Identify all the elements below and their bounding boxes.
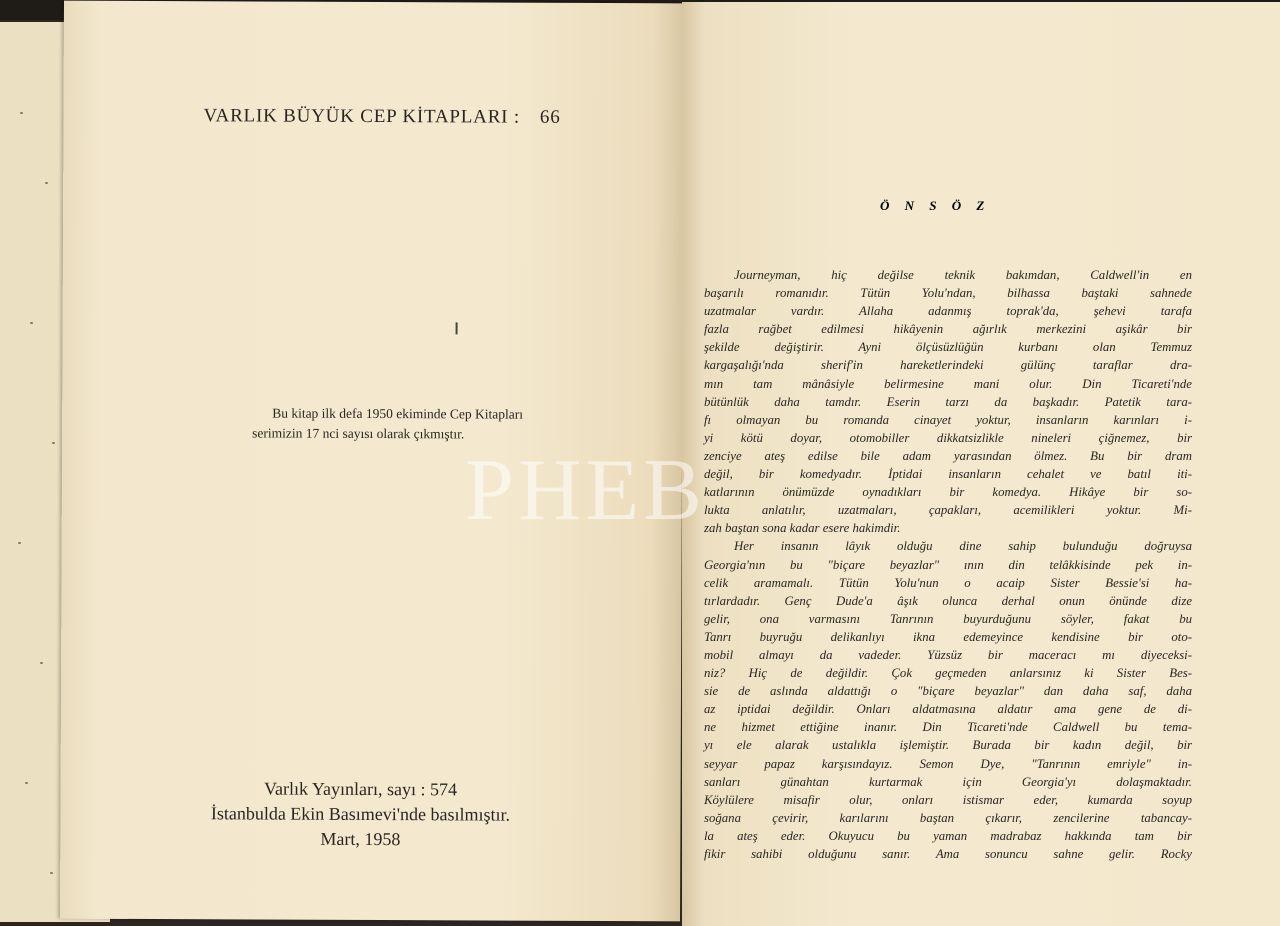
first-edition-line: Bu kitap ilk defa 1950 ekiminde Cep Kitapları bbox=[272, 405, 524, 422]
preface-line: Tanrı buyruğu delikanlıyı ikna edemeyince kendisine bir oto- bbox=[704, 629, 1192, 644]
preface-line: Köylülere misafir olur, onları istismar eder, kumarda soyup bbox=[704, 792, 1192, 807]
preface-line: yı ele alarak ustalıkla işlemiştir. Burada bir kadın değil, bir bbox=[704, 738, 1192, 753]
preface-line: fı olmayan bu romanda cinayet yoktur, insanların karınları i- bbox=[704, 412, 1192, 427]
preface-line: soğana çevirir, karılarını baştan çıkarır, zencilerine tabancay- bbox=[704, 810, 1192, 825]
imprint-line: İstanbulda Ekin Basımevi'nde basılmıştır. bbox=[210, 803, 511, 825]
preface-line: Her insanın lâyık olduğu dine sahip bulunduğu doğruysa bbox=[734, 539, 1192, 554]
preface-line: mın tam mânâsiyle belirmesine mani olur. Din Ticareti'nde bbox=[704, 376, 1192, 391]
preface-line: sanları günahtan kurtarmak için Georgia'yı dolaşmaktadır. bbox=[704, 774, 1192, 789]
preface-line: başarılı romanıdır. Tütün Yolu'ndan, bilhassa baştaki sahnede bbox=[704, 286, 1192, 301]
series-title-text: VARLIK BÜYÜK CEP KİTAPLARI : bbox=[203, 105, 521, 128]
preface-heading: Ö N S Ö Z bbox=[880, 198, 991, 213]
watermark: PHEB bbox=[465, 442, 706, 539]
preface-line: celik aramamalı. Tütün Yolu'nun o acaip Sister Bessie'si ha- bbox=[704, 575, 1192, 590]
preface-line: gelir, ona varmasını Tanrının buyurduğunu söyler, fakat bu bbox=[704, 611, 1192, 626]
preface-line: zah baştan sona kadar esere hakimdir. bbox=[704, 521, 901, 536]
preface-line: ne hizmet ettiğine inanır. Din Ticareti'nde Caldwell bu tema- bbox=[704, 720, 1192, 735]
preface-line: mobil almayı da vadeder. Yüzsüz bir maceracı mı diyeceksi- bbox=[704, 647, 1192, 662]
preface-line: zenciye ateş edilse bile adam yarasından ölmez. Bu bir dram bbox=[704, 448, 1192, 463]
preface-line: uzatmalar vardır. Allaha adanmış toprak'da, şehevi tarafa bbox=[704, 304, 1192, 319]
first-edition-note bbox=[252, 403, 652, 445]
first-edition-line: serimizin 17 nci sayısı olarak çıkmıştır. bbox=[252, 425, 465, 442]
preface-line: yi kötü doyar, otomobiller dikkatsizlikle nineleri çiğnemez, bir bbox=[704, 430, 1192, 445]
preface-line: katlarının önümüzde oynadıkları bir komedya. Hikâye bir so- bbox=[704, 485, 1192, 500]
imprint-line: Mart, 1958 bbox=[320, 828, 401, 850]
preface-line: lukta anlatılır, uzatmaları, çapakları, acemilikleri yoktur. Mi- bbox=[704, 503, 1192, 518]
series-title bbox=[203, 105, 560, 129]
preface-line: değil, bir komedyadır. İptidai insanların cehalet ve batıl iti- bbox=[704, 467, 1192, 482]
preface-line: kargaşalığı'nda sherif'in hareketlerindeki gülünç taraflar dra- bbox=[704, 358, 1192, 373]
preface-line: niz? Hiç de değildir. Çok geçmeden anlarsınız ki Sister Bes- bbox=[704, 666, 1192, 681]
preface-line: seyyar papaz karşısındayız. Semon Dye, "Tanrının emriyle" in- bbox=[704, 756, 1192, 771]
left-page bbox=[60, 1, 684, 922]
preface-line: şekilde değiştirir. Ayni ölçüsüzlüğün kurbanı olan Temmuz bbox=[704, 340, 1192, 355]
preface-line: fazla rağbet edilmesi hikâyenin ağırlık merkezini aşikâr bir bbox=[704, 322, 1192, 337]
preface-line: sie de aslında aldattığı o "biçare beyazlar" dan daha saf, daha bbox=[704, 684, 1192, 699]
preface-line: bütünlük daha tamdır. Eserin tarzı da başkadır. Patetik tara- bbox=[704, 394, 1192, 409]
imprint-line: Varlık Yayınları, sayı : 574 bbox=[264, 778, 458, 800]
preface-line: la ateş eder. Okuyucu bu yaman madrabaz hakkında tam bir bbox=[704, 828, 1192, 843]
preface-text bbox=[704, 266, 1192, 863]
preface-line: fikir sahibi olduğunu sanır. Ama sonuncu sahne gelir. Rocky bbox=[704, 847, 1192, 861]
imprint bbox=[150, 776, 570, 853]
preface-line: Journeyman, hiç değilse teknik bakımdan, Caldwell'in en bbox=[734, 268, 1192, 282]
preface-line: Georgia'nın bu "biçare beyazlar" ının din telâkkisinde pek in- bbox=[704, 557, 1192, 572]
preface-line: az iptidai değildir. Onları aldatmasına aldatır ama gene de di- bbox=[704, 702, 1192, 717]
series-number: 66 bbox=[539, 106, 561, 128]
preface-line: tırlardadır. Genç Dude'a âşık olunca derhal onun önünde dize bbox=[704, 593, 1192, 608]
ink-mark bbox=[456, 322, 458, 334]
